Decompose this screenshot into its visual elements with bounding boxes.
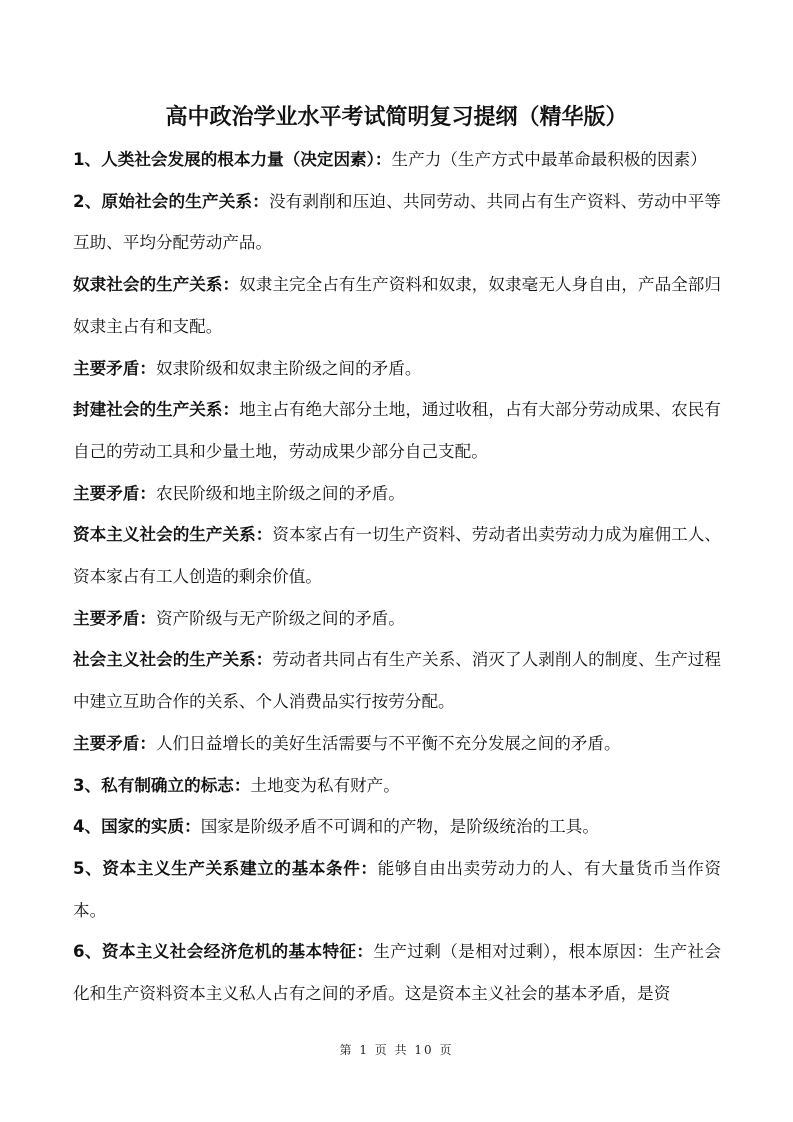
paragraph-label: 主要矛盾： xyxy=(73,483,156,503)
paragraph-text: 没有剥削和压迫、共同劳动、共同占有生产资料、劳动中平等互助、平均分配劳动产品。 xyxy=(73,191,721,253)
paragraph xyxy=(73,598,721,640)
paragraph-label: 6、资本主义社会经济危机的基本特征： xyxy=(73,942,374,962)
paragraph-label: 奴隶社会的生产关系： xyxy=(73,275,240,295)
paragraph-text: 奴隶阶级和奴隶主阶级之间的矛盾。 xyxy=(155,358,422,378)
paragraph-label: 社会主义社会的生产关系： xyxy=(73,650,273,670)
paragraph-label: 主要矛盾： xyxy=(73,608,156,628)
paragraph xyxy=(73,348,721,390)
paragraph-text: 奴隶主完全占有生产资料和奴隶，奴隶毫无人身自由，产品全部归奴隶主占有和支配。 xyxy=(73,275,722,336)
paragraph-label: 主要矛盾： xyxy=(73,733,156,753)
paragraph-label: 主要矛盾： xyxy=(73,358,156,378)
paragraph-label: 封建社会的生产关系： xyxy=(73,400,240,420)
paragraph-label: 3、私有制确立的标志： xyxy=(73,775,251,795)
paragraph xyxy=(73,389,721,472)
paragraph-text: 土地变为私有财产。 xyxy=(250,775,400,795)
paragraph-label: 5、资本主义生产关系建立的基本条件： xyxy=(73,858,378,878)
paragraph xyxy=(73,473,721,515)
document-body xyxy=(73,139,721,1015)
paragraph xyxy=(73,264,721,347)
paragraph xyxy=(73,639,721,722)
paragraph xyxy=(73,848,721,931)
paragraph xyxy=(73,514,721,597)
paragraph-text: 资产阶级与无产阶级之间的矛盾。 xyxy=(155,608,405,628)
paragraph-text: 生产过剩（是相对过剩），根本原因：生产社会化和生产资料资本主义私人占有之间的矛盾。这是资本主义社会的基本矛盾，是资 xyxy=(73,942,721,1004)
paragraph xyxy=(73,765,721,807)
paragraph-text: 地主占有绝大部分土地，通过收租，占有大部分劳动成果、农民有自己的劳动工具和少量土地，劳动成果少部分自己支配。 xyxy=(73,400,722,461)
paragraph-label: 1、人类社会发展的根本力量（决定因素）： xyxy=(73,150,392,169)
paragraph-text: 能够自由出卖劳动力的人、有大量货币当作资本。 xyxy=(73,858,721,920)
paragraph xyxy=(73,931,721,1014)
paragraph-label: 资本主义社会的生产关系： xyxy=(73,525,273,545)
paragraph-text: 人们日益增长的美好生活需要与不平衡不充分发展之间的矛盾。 xyxy=(155,733,621,753)
paragraph-text: 生产力（生产方式中最革命最积极的因素） xyxy=(391,150,707,169)
paragraph xyxy=(73,806,721,848)
page-footer: 第 1 页 共 10 页 xyxy=(339,1043,454,1057)
paragraph xyxy=(73,181,721,264)
paragraph xyxy=(73,723,721,765)
document-title: 高中政治学业水平考试简明复习提纲（精华版） xyxy=(165,105,628,130)
paragraph-text: 劳动者共同占有生产关系、消灭了人剥削人的制度、生产过程中建立互助合作的关系、个人消费品实行按劳分配。 xyxy=(73,650,722,712)
paragraph-label: 4、国家的实质： xyxy=(73,817,201,837)
paragraph-text: 资本家占有一切生产资料、劳动者出卖劳动力成为雇佣工人、资本家占有工人创造的剩余价值。 xyxy=(73,525,722,587)
paragraph-label: 2、原始社会的生产关系： xyxy=(73,191,269,211)
paragraph-text: 农民阶级和地主阶级之间的矛盾。 xyxy=(155,483,405,503)
paragraph-text: 国家是阶级矛盾不可调和的产物，是阶级统治的工具。 xyxy=(200,817,599,837)
paragraph xyxy=(73,139,721,181)
